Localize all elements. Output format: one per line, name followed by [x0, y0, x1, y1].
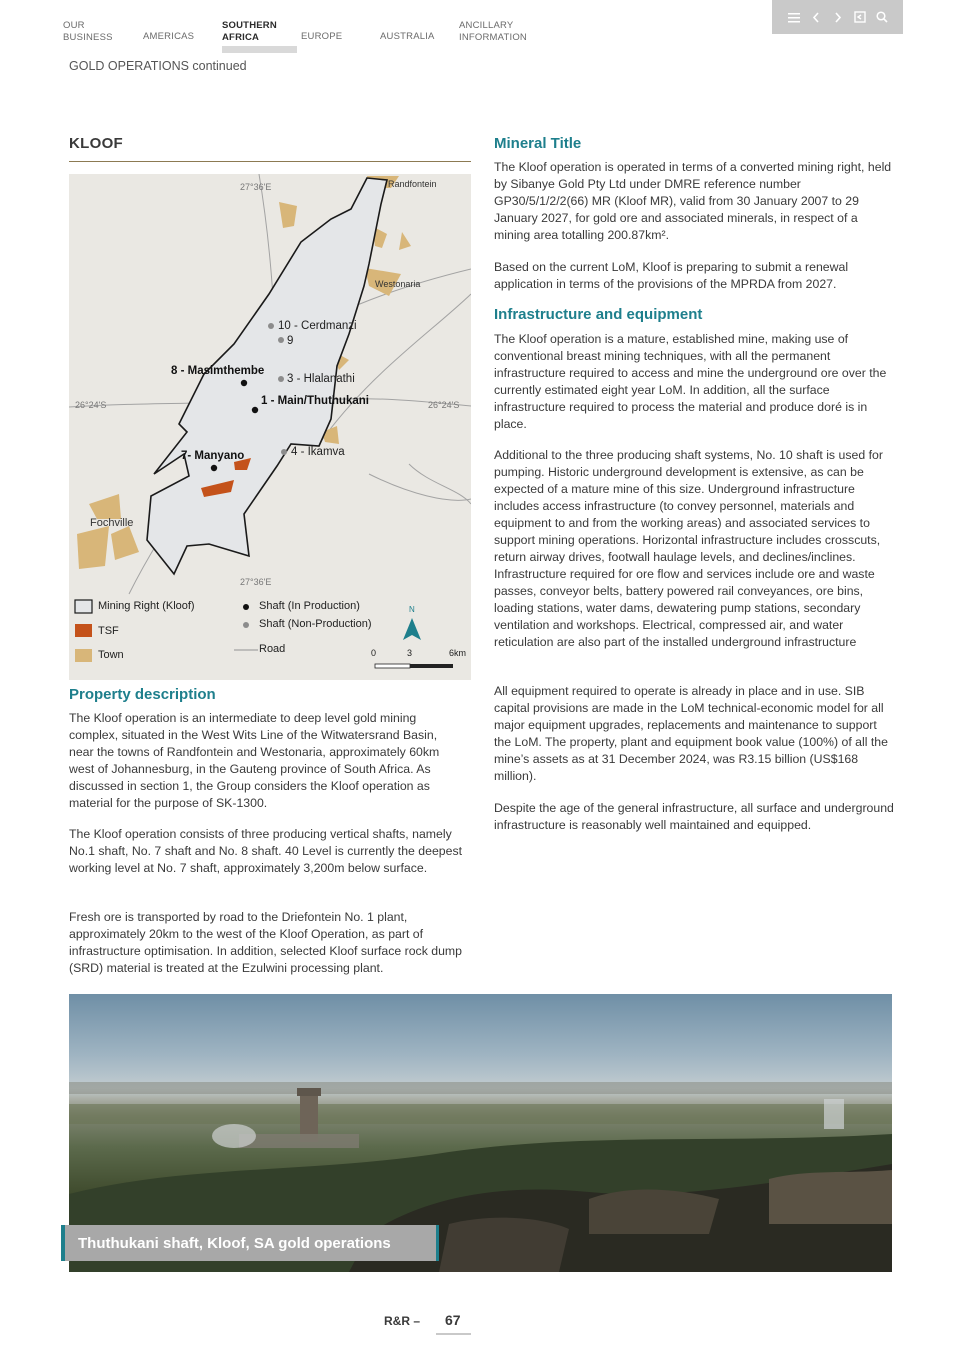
legend-label-road: Road [259, 643, 286, 655]
map-label-shaft-3: 3 - Hlalanathi [287, 373, 355, 385]
shaft-3-marker [278, 376, 284, 382]
section-divider [69, 161, 471, 162]
scale-label-end: 6km [449, 648, 467, 658]
scale-bar-segment [410, 664, 453, 668]
menu-icon[interactable] [787, 10, 801, 24]
property-description-heading: Property description [69, 686, 216, 703]
map-label-shaft-1: 1 - Main/Thuthukani [261, 395, 369, 407]
return-icon[interactable] [853, 10, 867, 24]
map-label-shaft-7: 7- Manyano [181, 450, 245, 462]
scale-label-mid: 3 [407, 648, 413, 658]
infrastructure-paragraph-4: Despite the age of the general infrastructure, all surface and underground infrastructure is reasonably well maintained and equipped. [494, 801, 894, 832]
north-label: N [409, 605, 415, 614]
infrastructure-paragraph-1: The Kloof operation is a mature, established mine, making use of conventional breast mining techniques, with all the permanent infrastructure required to access and mine the underground ore over the currently estimated eight year LoM. In addition, all the surface infrastructure required to process the material and produce doré is in place. [494, 332, 887, 431]
legend-label-tsf: TSF [98, 625, 119, 637]
map-town-westonaria: Westonaria [375, 279, 421, 289]
mineral-title-paragraph-2: Based on the current LoM, Kloof is preparing to submit a renewal application in terms of the provisions of the MPRDA from 2027. [494, 260, 849, 291]
property-paragraph-1: The Kloof operation is an intermediate to deep level gold mining complex, situated in the West Wits Line of the Witwatersrand Basin, near the towns of Randfontein and Westonaria, approximately 60km west of Johannesburg, in the Gauteng province of South Africa. As discussed in section 1, the Group considers the Kloof operation as material for the purpose of SK-1300. [69, 711, 440, 810]
legend-swatch-mining-right [75, 600, 92, 613]
shaft-9-marker [278, 337, 284, 343]
property-paragraph-3: Fresh ore is transported by road to the Driefontein No. 1 plant, approximately 20km to the west of the Kloof Operation, as part of infrastructure optimisation. In addition, selected Kloof surface rock dump (SRD) material is treated at the Ezulwini processing plant. [69, 910, 463, 975]
nav-ancillary-information[interactable]: ANCILLARY INFORMATION [459, 20, 527, 43]
shaft-4-marker [281, 449, 287, 455]
map-town-randfontein: Randfontein [388, 179, 437, 189]
map-label-shaft-9: 9 [287, 335, 294, 347]
map-coord-top: 27°36'E [240, 182, 272, 192]
infrastructure-paragraph-3: All equipment required to operate is already in place and in use. SIB capital provisions are made in the LoM technical-economic model for all major equipment upgrades, replacements and maintenance to support the LoM. The property, plant and equipment book value (100%) of all the mine’s assets as at 31 December 2024, was R3.15 billion (US$168 million). [494, 684, 888, 783]
town-area [77, 526, 109, 569]
nav-southern-africa[interactable]: SOUTHERN AFRICA [222, 20, 277, 43]
nav-active-indicator [222, 46, 297, 53]
scale-bar-segment [375, 664, 410, 668]
scale-label-zero: 0 [371, 648, 377, 658]
town-area [89, 494, 121, 519]
map-label-shaft-10: 10 - Cerdmanzi [278, 320, 357, 332]
footer-label: R&R – [384, 1314, 421, 1328]
legend-swatch-town [75, 649, 92, 662]
legend-label-shaft-prod: Shaft (In Production) [259, 600, 360, 612]
town-area [111, 526, 139, 560]
legend-label-shaft-nonprod: Shaft (Non-Production) [259, 618, 372, 630]
running-head: GOLD OPERATIONS continued [69, 59, 247, 73]
page-number: 67 [445, 1312, 461, 1328]
town-area [279, 202, 297, 228]
mineral-title-heading: Mineral Title [494, 135, 582, 152]
legend-swatch-tsf [75, 624, 92, 637]
shaft-8-marker [241, 380, 247, 386]
search-icon[interactable] [875, 10, 889, 24]
map-town-fochville: Fochville [90, 517, 134, 529]
road-line [369, 474, 471, 500]
photo-caption [61, 1225, 439, 1261]
road-line [409, 464, 471, 504]
nav-australia[interactable]: AUSTRALIA [380, 31, 435, 42]
nav-our-business[interactable]: OUR BUSINESS [63, 20, 113, 43]
section-title: KLOOF [69, 135, 123, 152]
legend-marker-shaft-nonprod [243, 622, 249, 628]
map-coord-left: 26°24'S [75, 400, 107, 410]
map-coord-right: 26°24'S [428, 400, 460, 410]
nav-europe[interactable]: EUROPE [301, 31, 343, 42]
next-page-icon[interactable] [831, 10, 845, 24]
property-paragraph-2: The Kloof operation consists of three producing vertical shafts, namely No.1 shaft, No. 7 shaft and No. 8 shaft. 40 Level is currently the deepest working level at No. 7 shaft, approximately 3,200m below surface. [69, 827, 463, 875]
infrastructure-heading: Infrastructure and equipment [494, 306, 703, 323]
mineral-title-paragraph-1: The Kloof operation is operated in terms of a converted mining right, held by Sibanye Gold Pty Ltd under DMRE reference number GP30/5/1/2/2(66) MR (Kloof MR), valid from 30 January 2007 to 29 January 2027, for gold ore and associated minerals, in respect of a mining area totalling 200.87km². [494, 160, 892, 242]
town-area [399, 232, 411, 250]
nav-americas[interactable]: AMERICAS [143, 31, 195, 42]
legend-marker-shaft-prod [243, 604, 249, 610]
shaft-7-marker [211, 465, 217, 471]
legend-label-mining-right: Mining Right (Kloof) [98, 600, 195, 612]
shaft-1-marker [252, 407, 258, 413]
shaft-10-marker [268, 323, 274, 329]
footer-rule [436, 1333, 471, 1335]
map-label-shaft-4: 4 - Ikamva [291, 446, 345, 458]
photo-caption-text: Thuthukani shaft, Kloof, SA gold operations [78, 1234, 391, 1252]
toolbar [772, 0, 903, 34]
map-coord-bottom: 27°36'E [240, 577, 272, 587]
legend-label-town: Town [98, 649, 124, 661]
north-arrow-icon [403, 618, 421, 640]
map-label-shaft-8: 8 - Masimthembe [171, 365, 265, 377]
kloof-location-map [69, 174, 471, 680]
previous-page-icon[interactable] [809, 10, 823, 24]
infrastructure-paragraph-2: Additional to the three producing shaft systems, No. 10 shaft is used for pumping. Historic underground development is extensive, as can be expected of a mature mine of this size. Underground infrastructure includes access infrastructure (to convey personnel, materials and equipment to and from the working areas) and associated services to support mining operations. Horizontal infrastructure includes crosscuts, return airway drives, footwall haulage levels, and declines/inclines. Infrastructure required for ore flow and services include ore and waste passes, conveyor belts, battery powered rail conveyances, ore bins, loading stations, water dams, dewatering pump stations, secondary ventilation and workshops. Electrical, compressed air, and water reticulation are also part of the installed underground infrastructure [494, 448, 883, 649]
